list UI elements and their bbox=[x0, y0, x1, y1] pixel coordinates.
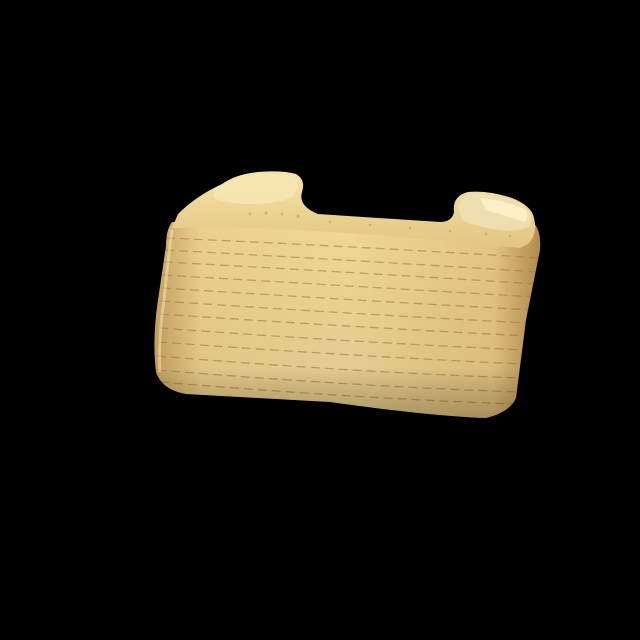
left-post bbox=[214, 174, 298, 204]
part-shadow bbox=[154, 218, 540, 418]
